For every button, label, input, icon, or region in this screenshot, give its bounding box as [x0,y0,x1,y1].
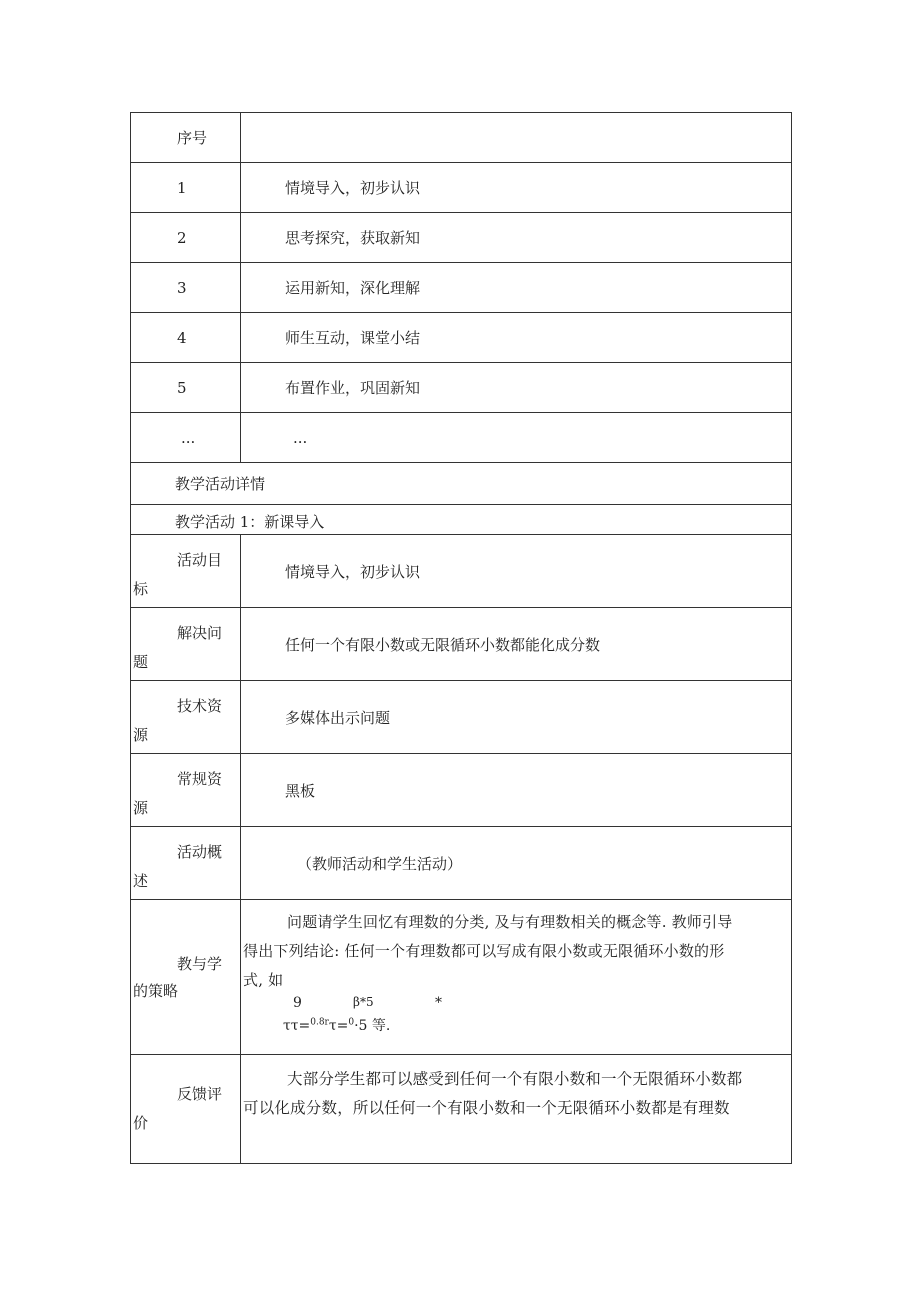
row-number: 1 [131,163,241,213]
field-row-overview [131,827,792,900]
row-text: 运用新知，深化理解 [241,263,792,313]
table-row [131,163,792,213]
table-row [131,263,792,313]
field-value: （教师活动和学生活动） [241,827,792,900]
strategy-label-line1: 教与学 [177,955,223,973]
table-row [131,213,792,263]
table-row [131,413,792,463]
field-value: 任何一个有限小数或无限循环小数都能化成分数 [241,608,792,681]
field-value: 多媒体出示问题 [241,681,792,754]
field-label: 常规资 源 [131,754,241,827]
row-text: ... [241,413,792,463]
strategy-line: 得出下列结论: 任何一个有理数都可以写成有限小数或无限循环小数的形 [243,942,725,960]
field-label: 技术资 源 [131,681,241,754]
field-row-regular-resource [131,754,792,827]
row-text: 师生互动，课堂小结 [241,313,792,363]
field-row-problem [131,608,792,681]
field-row-goal [131,535,792,608]
field-label: 活动目 标 [131,535,241,608]
row-text: 情境导入，初步认识 [241,163,792,213]
field-value: 情境导入，初步认识 [241,535,792,608]
formula-bottom-a: ττ= [283,1018,311,1034]
row-text: 思考探究，获取新知 [241,213,792,263]
field-value: 黑板 [241,754,792,827]
feedback-content [241,1055,792,1164]
row-text: 布置作业，巩固新知 [241,363,792,413]
details-title: 教学活动详情 [131,463,792,505]
formula-example [241,995,791,1041]
strategy-line: 式, 如 [243,971,284,989]
feedback-line: 可以化成分数，所以任何一个有限小数和一个无限循环小数都是有理数 [243,1099,730,1117]
formula-bottom-c: ·5 等. [354,1018,391,1034]
row-number: 2 [131,213,241,263]
activity-title-row [131,505,792,535]
strategy-line: 问题请学生回忆有理数的分类, 及与有理数相关的概念等. 教师引导 [287,913,733,931]
field-label: 活动概 述 [131,827,241,900]
formula-bottom-sup2: 0 [348,1017,355,1028]
feedback-line: 大部分学生都可以感受到任何一个有限小数和一个无限循环小数都 [287,1070,743,1088]
field-row-tech-resource [131,681,792,754]
formula-top-a: 9 [293,995,302,1011]
strategy-label [131,900,241,1055]
formula-top-b: β*5 [353,995,374,1009]
strategy-content [241,900,792,1055]
field-label: 解决问 题 [131,608,241,681]
table-row [131,363,792,413]
strategy-row [131,900,792,1055]
row-number: 4 [131,313,241,363]
lesson-table [130,112,792,1164]
row-number: 5 [131,363,241,413]
row-number: ... [131,413,241,463]
row-number: 3 [131,263,241,313]
strategy-label-line2: 的策略 [133,982,179,1000]
details-title-row [131,463,792,505]
table-header-row [131,113,792,163]
table-row [131,313,792,363]
header-cell-number: 序号 [131,113,241,163]
formula-top-c: * [435,995,442,1011]
activity-title: 教学活动 1：新课导入 [131,505,792,535]
formula-bottom [283,1015,390,1035]
feedback-row [131,1055,792,1164]
header-cell-content [241,113,792,163]
formula-bottom-sup1: 0.8r [310,1017,329,1028]
formula-bottom-b: τ= [328,1018,349,1034]
feedback-label: 反馈评 价 [131,1055,241,1164]
